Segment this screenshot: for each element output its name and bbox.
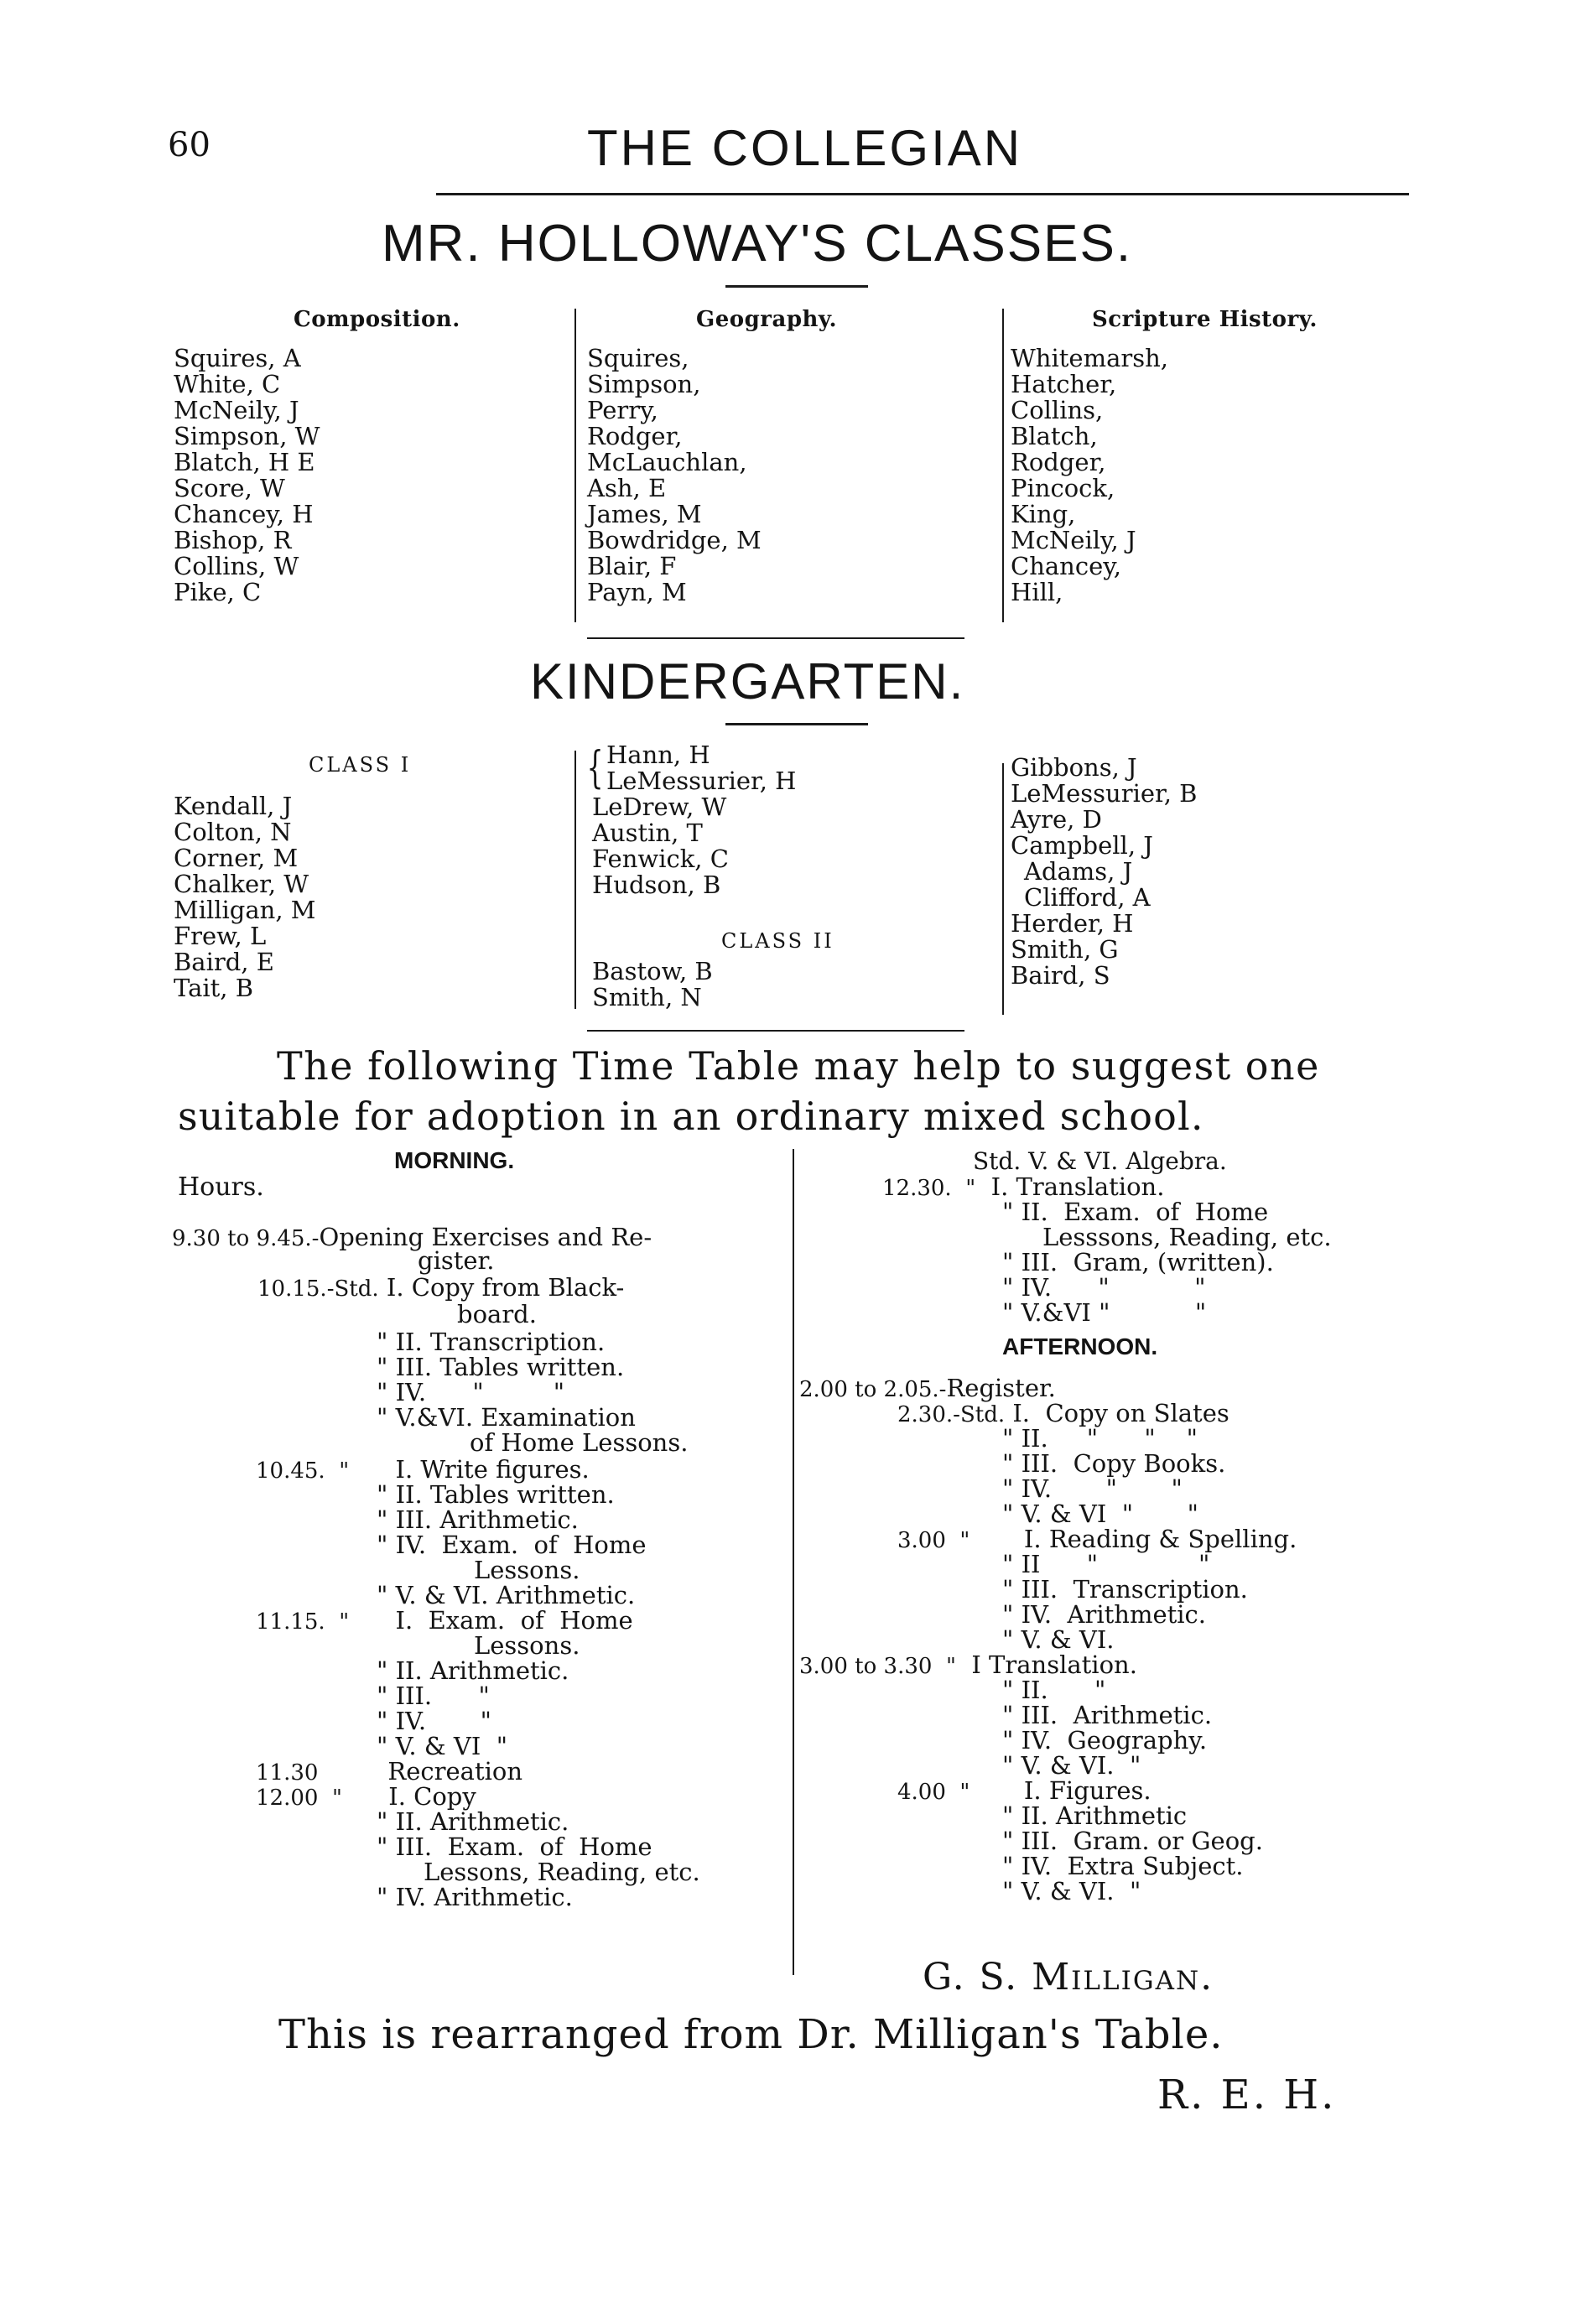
row-text: I. Translation.: [990, 1172, 1165, 1201]
row-text: I Translation.: [971, 1650, 1137, 1679]
quote-mark: ": [377, 1581, 388, 1609]
class-label: CLASS I: [309, 753, 412, 777]
time-label: 2.30.-Std.: [897, 1402, 1006, 1427]
timetable-row: [897, 1776, 1152, 1805]
list-item: Bowdridge, M: [587, 526, 762, 554]
quote-mark: ": [1002, 1424, 1014, 1453]
quote-mark: ": [1002, 1726, 1014, 1754]
row-text: IV. ": [395, 1707, 491, 1735]
row-text: II. Arithmetic.: [395, 1656, 569, 1685]
row-text: III. ": [395, 1682, 490, 1710]
quote-mark: ": [1002, 1801, 1014, 1830]
quote-mark: ": [1002, 1827, 1014, 1855]
list-item: James, M: [587, 500, 702, 528]
column-heading-scripture-history: Scripture History.: [1092, 307, 1318, 332]
timetable-row: [882, 1172, 1164, 1201]
section-divider: [587, 637, 964, 639]
row-text: IV. " ": [395, 1378, 565, 1406]
row-text: III. Transcription.: [1021, 1575, 1248, 1604]
title-underline: [725, 723, 868, 725]
quote-mark: ": [377, 1883, 388, 1911]
timetable-row: [457, 1300, 537, 1328]
list-item: LeMessurier, B: [1011, 779, 1198, 808]
list-item: Simpson, W: [174, 422, 320, 450]
list-item: Campbell, J: [1011, 831, 1153, 860]
list-item: Austin, T: [592, 819, 703, 847]
timetable-row: [799, 1374, 1056, 1402]
row-text: II. Tables written.: [395, 1480, 615, 1509]
row-text: II. Arithmetic: [1021, 1801, 1188, 1830]
quote-mark: ": [1002, 1273, 1014, 1302]
row-text: Recreation: [387, 1757, 523, 1786]
row-text: gister.: [418, 1246, 495, 1275]
list-item: Bastow, B: [592, 957, 713, 985]
timetable-row: [1002, 1751, 1141, 1780]
row-text: I. Figures.: [1023, 1776, 1152, 1805]
row-text: III. Arithmetic.: [1021, 1701, 1213, 1729]
row-text: board.: [457, 1300, 537, 1328]
timetable-row: [377, 1682, 490, 1710]
bracket-brace: {: [586, 743, 604, 793]
quote-mark: ": [1002, 1575, 1014, 1604]
list-item: Kendall, J: [174, 792, 293, 820]
quote-mark: ": [1002, 1600, 1014, 1629]
footer-note: This is rearranged from Dr. Milligan's Table.: [278, 2011, 1224, 2058]
quote-mark: ": [377, 1732, 388, 1760]
quote-mark: ": [1002, 1877, 1014, 1905]
timetable-row: [1002, 1701, 1212, 1729]
row-text: II. Transcription.: [395, 1328, 606, 1356]
timetable-row: [799, 1650, 1137, 1679]
timetable-row: [897, 1399, 1229, 1427]
list-item: McNeily, J: [174, 396, 299, 424]
row-text: V.&VI " ": [1021, 1298, 1207, 1327]
quote-mark: ": [377, 1682, 388, 1710]
composition-list: [174, 346, 320, 606]
kindergarten-middle-list-cont: [592, 794, 729, 898]
afternoon-heading: AFTERNOON.: [1002, 1333, 1158, 1359]
timetable-row: [377, 1807, 569, 1836]
quote-mark: ": [1002, 1248, 1014, 1276]
list-item: Simpson,: [587, 370, 701, 398]
row-text: I. Copy: [388, 1782, 476, 1811]
list-item: Colton, N: [174, 818, 292, 846]
quote-mark: ": [377, 1328, 388, 1356]
list-item: Adams, J: [1024, 857, 1133, 886]
row-text: V. & VI. ": [1021, 1751, 1141, 1780]
list-item: Corner, M: [174, 844, 299, 872]
timetable-row: [973, 1147, 1227, 1175]
list-item: Hudson, B: [592, 871, 721, 899]
time-label: 12.00 ": [256, 1786, 342, 1811]
timetable-row: [474, 1556, 580, 1584]
list-item: Bishop, R: [174, 526, 292, 554]
row-text: III. Copy Books.: [1021, 1449, 1226, 1478]
scripture-history-list: [1011, 346, 1168, 606]
row-text: I. Write figures.: [395, 1455, 590, 1484]
column-heading-geography: Geography.: [696, 307, 838, 332]
list-item: Payn, M: [587, 578, 687, 606]
intro-line-1: The following Time Table may help to suggest one: [277, 1043, 1320, 1089]
column-divider: [574, 751, 576, 1009]
row-text: V. & VI. ": [1021, 1877, 1141, 1905]
row-text: III. Gram. or Geog.: [1021, 1827, 1263, 1855]
quote-mark: ": [1002, 1852, 1014, 1880]
time-label: 2.00 to 2.05.-: [799, 1377, 947, 1402]
list-item: Baird, S: [1011, 961, 1110, 990]
timetable-row: [256, 1606, 633, 1635]
column-divider: [1002, 763, 1004, 1015]
timetable-row: [377, 1581, 635, 1609]
section-title-holloway: MR. HOLLOWAY'S CLASSES.: [382, 215, 1133, 273]
timetable-row: [377, 1378, 564, 1406]
timetable-row: [172, 1223, 652, 1251]
row-text: IV. Geography.: [1021, 1726, 1208, 1754]
list-item: Chancey, H: [174, 500, 314, 528]
quote-mark: ": [377, 1480, 388, 1509]
list-item: Hatcher,: [1011, 370, 1117, 398]
row-text: of Home Lessons.: [470, 1428, 689, 1457]
timetable-row: [1002, 1550, 1209, 1578]
list-item: Blair, F: [587, 552, 677, 580]
row-text: II. " " ": [1021, 1424, 1198, 1453]
quote-mark: ": [377, 1531, 388, 1559]
time-label: 11.15. ": [256, 1609, 350, 1635]
row-text: III. Tables written.: [395, 1353, 625, 1381]
timetable-row: [377, 1403, 636, 1432]
quote-mark: ": [377, 1807, 388, 1836]
list-item: Baird, E: [174, 948, 274, 976]
timetable-row: [1002, 1726, 1207, 1754]
quote-mark: ": [377, 1707, 388, 1735]
timetable-row: [1042, 1223, 1332, 1251]
list-item: Collins, W: [174, 552, 299, 580]
row-text: V. & VI ": [395, 1732, 508, 1760]
list-item: Score, W: [174, 474, 285, 502]
hours-label: Hours.: [178, 1172, 264, 1202]
timetable-row: [474, 1631, 580, 1660]
list-item: Whitemarsh,: [1011, 344, 1169, 372]
list-item: Tait, B: [174, 974, 254, 1002]
class-label: CLASS II: [721, 929, 834, 953]
list-item: McNeily, J: [1011, 526, 1136, 554]
row-text: III. Exam. of Home: [395, 1832, 652, 1861]
row-text: Register.: [946, 1374, 1056, 1402]
timetable-row: [256, 1757, 522, 1786]
timetable-row: [1002, 1801, 1187, 1830]
timetable-divider: [793, 1149, 794, 1975]
list-item: Chancey,: [1011, 552, 1121, 580]
morning-heading: MORNING.: [394, 1147, 515, 1173]
quote-mark: ": [1002, 1751, 1014, 1780]
row-text: IV. " ": [1021, 1273, 1206, 1302]
page-number: 60: [168, 126, 211, 164]
timetable-row: [257, 1273, 624, 1302]
row-text: V. & VI. Arithmetic.: [395, 1581, 636, 1609]
timetable-row: [377, 1505, 579, 1534]
list-item: Squires,: [587, 344, 689, 372]
list-item: LeDrew, W: [592, 793, 727, 821]
list-item: Gibbons, J: [1011, 753, 1137, 782]
list-item: Pincock,: [1011, 474, 1115, 502]
time-label: 10.45. ": [256, 1458, 350, 1484]
timetable-row: [377, 1732, 507, 1760]
timetable-row: [1002, 1676, 1105, 1704]
header-rule: [436, 193, 1409, 195]
initials: R. E. H.: [1157, 2071, 1337, 2118]
timetable-row: [377, 1656, 569, 1685]
time-label: 12.30. ": [882, 1176, 976, 1201]
quote-mark: ": [377, 1403, 388, 1432]
time-label: 4.00 ": [897, 1780, 970, 1805]
timetable-row: [1002, 1827, 1263, 1855]
column-divider: [574, 309, 576, 622]
title-underline: [725, 285, 868, 288]
list-item: Fenwick, C: [592, 845, 729, 873]
list-item: Hill,: [1011, 578, 1063, 606]
timetable-row: [377, 1480, 615, 1509]
kindergarten-class1-list: [174, 793, 315, 1001]
timetable-row: [377, 1531, 647, 1559]
timetable-row: [1002, 1424, 1198, 1453]
timetable-row: [1002, 1474, 1183, 1503]
list-item: Blatch,: [1011, 422, 1098, 450]
list-item: Squires, A: [174, 344, 301, 372]
row-text: IV. Extra Subject.: [1021, 1852, 1244, 1880]
quote-mark: ": [1002, 1676, 1014, 1704]
journal-title: THE COLLEGIAN: [587, 120, 1023, 176]
time-label: 10.15.-Std.: [257, 1276, 379, 1302]
timetable-row: [1002, 1198, 1268, 1226]
row-text: V. & VI.: [1021, 1625, 1115, 1654]
list-item: LeMessurier, H: [606, 767, 797, 795]
row-text: III. Gram, (written).: [1021, 1248, 1274, 1276]
row-text: Lesssons, Reading, etc.: [1042, 1223, 1332, 1251]
row-text: II. ": [1021, 1676, 1106, 1704]
timetable-row: [1002, 1248, 1274, 1276]
list-item: Herder, H: [1011, 909, 1134, 938]
timetable-row: [897, 1525, 1297, 1553]
timetable-row: [1002, 1500, 1198, 1528]
geography-list: [587, 346, 762, 606]
section-title-kindergarten: KINDERGARTEN.: [530, 653, 965, 710]
list-item: Ayre, D: [1011, 805, 1102, 834]
intro-line-2: suitable for adoption in an ordinary mixed school.: [178, 1094, 1204, 1139]
list-item: Rodger,: [587, 422, 683, 450]
row-text: IV. Arithmetic.: [1021, 1600, 1207, 1629]
quote-mark: ": [377, 1656, 388, 1685]
timetable-row: [1002, 1449, 1225, 1478]
kindergarten-class2-list: [592, 959, 713, 1011]
list-item: King,: [1011, 500, 1076, 528]
list-item: White, C: [174, 370, 281, 398]
time-label: 3.00 ": [897, 1528, 970, 1553]
list-item: Blatch, H E: [174, 448, 315, 476]
list-item: Smith, N: [592, 983, 702, 1011]
row-text: Lessons.: [474, 1631, 580, 1660]
row-text: III. Arithmetic.: [395, 1505, 579, 1534]
row-text: V.&VI. Examination: [395, 1403, 636, 1432]
row-text: II. Exam. of Home: [1021, 1198, 1269, 1226]
row-text: II " ": [1021, 1550, 1210, 1578]
timetable-row: [1002, 1575, 1248, 1604]
row-text: Std. V. & VI. Algebra.: [973, 1147, 1227, 1175]
row-text: I. Copy from Black-: [386, 1273, 625, 1302]
time-label: 11.30: [256, 1760, 319, 1786]
timetable-row: [377, 1353, 624, 1381]
timetable-row: [470, 1428, 688, 1457]
quote-mark: ": [1002, 1298, 1014, 1327]
list-item: Clifford, A: [1024, 883, 1151, 912]
timetable-row: [377, 1328, 605, 1356]
kindergarten-middle-list: [606, 742, 796, 794]
quote-mark: ": [1002, 1701, 1014, 1729]
timetable-row: [1002, 1852, 1243, 1880]
row-text: V. & VI " ": [1021, 1500, 1198, 1528]
quote-mark: ": [377, 1505, 388, 1534]
time-label: 9.30 to 9.45.-: [172, 1226, 320, 1251]
column-divider: [1002, 309, 1004, 622]
row-text: I. Exam. of Home: [395, 1606, 633, 1635]
timetable-row: [418, 1246, 494, 1275]
timetable-row: [256, 1782, 476, 1811]
quote-mark: ": [1002, 1500, 1014, 1528]
list-item: Frew, L: [174, 922, 267, 950]
timetable-row: [377, 1832, 652, 1861]
list-item: Perry,: [587, 396, 658, 424]
time-label: 3.00 to 3.30 ": [799, 1654, 956, 1679]
quote-mark: ": [1002, 1474, 1014, 1503]
list-item: Collins,: [1011, 396, 1104, 424]
row-text: Opening Exercises and Re-: [319, 1223, 652, 1251]
list-item: Chalker, W: [174, 870, 309, 898]
row-text: I. Copy on Slates: [1012, 1399, 1229, 1427]
list-item: McLauchlan,: [587, 448, 747, 476]
section-divider: [587, 1030, 964, 1032]
timetable-row: [1002, 1600, 1206, 1629]
row-text: IV. Arithmetic.: [395, 1883, 573, 1911]
quote-mark: ": [377, 1378, 388, 1406]
timetable-row: [377, 1883, 573, 1911]
list-item: Pike, C: [174, 578, 262, 606]
row-text: IV. Exam. of Home: [395, 1531, 647, 1559]
timetable-row: [256, 1455, 590, 1484]
row-text: Lessons, Reading, etc.: [424, 1858, 700, 1886]
timetable-row: [1002, 1625, 1115, 1654]
quote-mark: ": [377, 1832, 388, 1861]
timetable-row: [1002, 1273, 1206, 1302]
timetable-row: [377, 1707, 491, 1735]
list-item: Smith, G: [1011, 935, 1119, 964]
row-text: IV. " ": [1021, 1474, 1183, 1503]
row-text: Lessons.: [474, 1556, 580, 1584]
signature: G. S. Milligan.: [923, 1956, 1214, 1999]
quote-mark: ": [1002, 1625, 1014, 1654]
timetable-row: [1002, 1298, 1206, 1327]
list-item: Ash, E: [587, 474, 667, 502]
kindergarten-right-list: [1011, 755, 1197, 989]
column-heading-composition: Composition.: [294, 307, 460, 332]
quote-mark: ": [1002, 1198, 1014, 1226]
timetable-row: [424, 1858, 700, 1886]
quote-mark: ": [1002, 1449, 1014, 1478]
list-item: Rodger,: [1011, 448, 1106, 476]
quote-mark: ": [377, 1353, 388, 1381]
quote-mark: ": [1002, 1550, 1014, 1578]
list-item: Milligan, M: [174, 896, 316, 924]
timetable-row: [1002, 1877, 1141, 1905]
row-text: I. Reading & Spelling.: [1023, 1525, 1297, 1553]
list-item: Hann, H: [606, 741, 710, 769]
row-text: II. Arithmetic.: [395, 1807, 569, 1836]
